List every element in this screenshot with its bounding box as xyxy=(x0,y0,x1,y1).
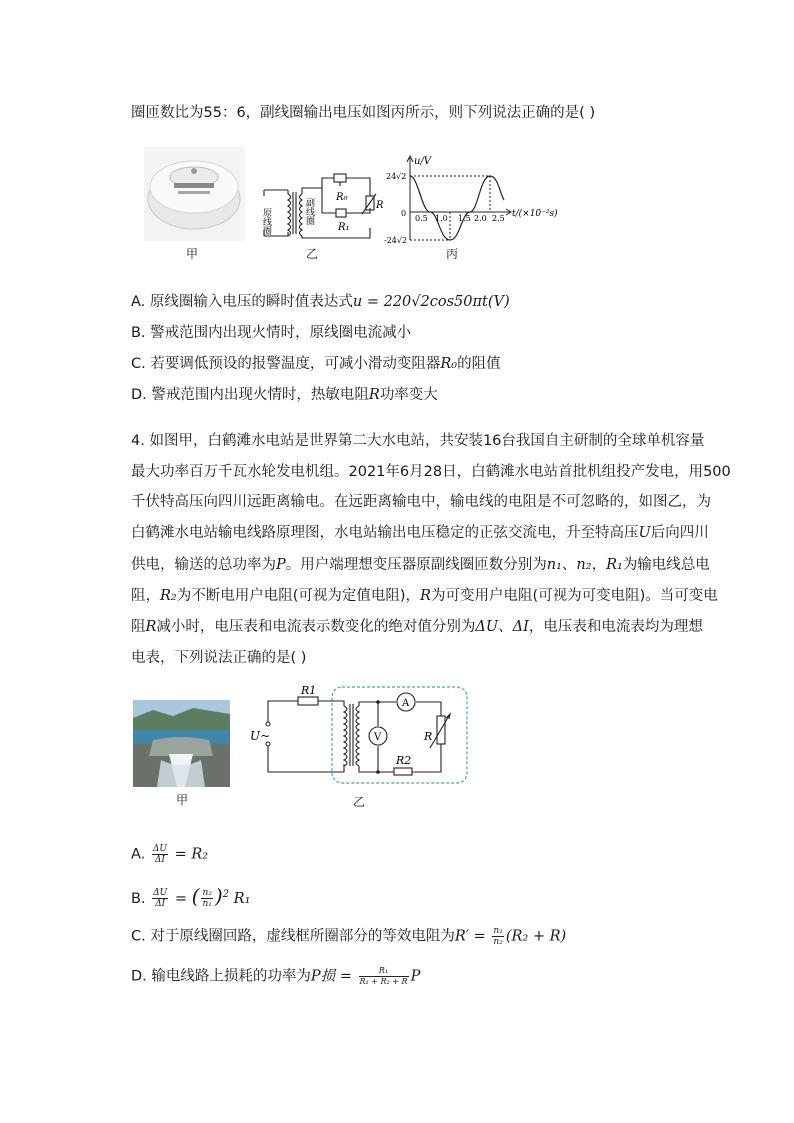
q3-graph-tick: 1.5 xyxy=(458,214,471,223)
q4-caption-yi: 乙 xyxy=(352,795,365,809)
q4-circuit-diagram xyxy=(246,684,471,786)
q4-source-label: U~ xyxy=(250,729,271,743)
q3-graph-tick: 2.5 xyxy=(492,214,505,223)
q3-graph-ymax: 24√2 xyxy=(386,172,407,181)
q3-option-c: C. 若要调低预设的报警温度，可减小滑动变阻器R₀的阻值 xyxy=(131,356,501,372)
q3-graph-tick: 1.0 xyxy=(435,214,448,223)
q3-r0-label: R₀ xyxy=(336,192,348,203)
q3-graph-tick: 0.5 xyxy=(415,214,428,223)
q3-r-label: R xyxy=(376,200,384,211)
q4-stem-line-8: 电表，下列说法正确的是( ) xyxy=(131,650,307,666)
dam-image xyxy=(133,700,230,787)
q3-secondary-label: 副线圈 xyxy=(304,198,314,225)
q3-caption-jia: 甲 xyxy=(185,247,198,261)
q4-stem-line-5: 供电，输送的总功率为P。用户端理想变压器原副线圈匝数分别为n₁、n₂，R₁为输电线总电 xyxy=(131,557,710,573)
q3-r1-label: R₁ xyxy=(338,222,350,233)
q4-stem-line-4: 白鹤滩水电站输电线路原理图，水电站输出电压稳定的正弦交流电，升至特高压U后向四川 xyxy=(131,525,709,541)
q4-r-label: R xyxy=(424,730,433,743)
q4-stem-line-7: 阻R减小时，电压表和电流表示数变化的绝对值分别为ΔU、ΔI，电压表和电流表均为理想 xyxy=(131,619,703,635)
q4-option-b: B. $\frac{\Delta U}{\Delta I}$ = ( $\frac{\text{n₂}}{\text{n₁}}$ )$^2$ R₁ xyxy=(131,883,251,910)
q3-graph-ymin: -24√2 xyxy=(384,236,408,245)
q4-option-c: C. 对于原线圈回路，虚线框所圈部分的等效电阻为R′ = $\frac{\text{n₁}}{\text{n₂}}$ (R₂ + R) xyxy=(131,926,567,947)
q3-circuit-diagram xyxy=(262,168,382,243)
q3-graph-tick: 2.0 xyxy=(474,214,487,223)
q3-option-a-formula: u = 220√2cos50πt(V) xyxy=(352,294,510,310)
smoke-detector-image xyxy=(144,147,245,241)
q3-option-a: A. 原线圈输入电压的瞬时值表达式u = 220√2cos50πt(V) xyxy=(131,294,510,310)
q3-caption-bing: 丙 xyxy=(445,247,458,261)
q3-option-b: B. 警戒范围内出现火情时，原线圈电流减小 xyxy=(131,325,412,341)
voltmeter-icon: V xyxy=(374,732,382,743)
q3-graph-xlabel: t/(×10⁻²s) xyxy=(512,209,558,219)
q3-graph-ylabel: u/V xyxy=(414,156,432,167)
q4-stem-line-2: 最大功率百万千瓦水轮发电机组。2021年6月28日，白鹤滩水电站首批机组投产发电，用500 xyxy=(131,464,731,480)
q4-caption-jia: 甲 xyxy=(175,793,188,807)
q3-caption-yi: 乙 xyxy=(305,247,318,261)
q3-primary-label: 原线圈 xyxy=(261,208,271,235)
q4-stem-line-1: 4. 如图甲，白鹤滩水电站是世界第二大水电站，共安装16台我国自主研制的全球单机容量 xyxy=(131,433,705,449)
q3-graph-origin: 0 xyxy=(401,209,407,218)
q4-stem-line-6: 阻，R₂为不断电用户电阻(可视为定值电阻)，R为可变用户电阻(可视为可变电阻)。当可变电 xyxy=(131,588,718,604)
q4-option-d: D. 输电线路上损耗的功率为P损 = $\frac{\text{R₁}}{\text{R₁ + R₂ + R}}$ P xyxy=(131,966,421,986)
ammeter-icon: A xyxy=(402,698,410,709)
q3-voltage-graph xyxy=(384,150,564,245)
q3-intro: 圈匝数比为55：6，副线圈输出电压如图丙所示，则下列说法正确的是( ) xyxy=(131,105,596,121)
q3-option-d: D. 警戒范围内出现火情时，热敏电阻R功率变大 xyxy=(131,387,438,403)
q4-option-a: A. $\frac{\Delta U}{\Delta I}$ = R₂ xyxy=(131,844,209,865)
q4-r1-label: R1 xyxy=(301,684,317,697)
q4-stem-line-3: 千伏特高压向四川远距离输电。在远距离输电中，输电线的电阻是不可忽略的，如图乙，为 xyxy=(131,494,711,510)
q4-r2-label: R2 xyxy=(396,754,412,767)
